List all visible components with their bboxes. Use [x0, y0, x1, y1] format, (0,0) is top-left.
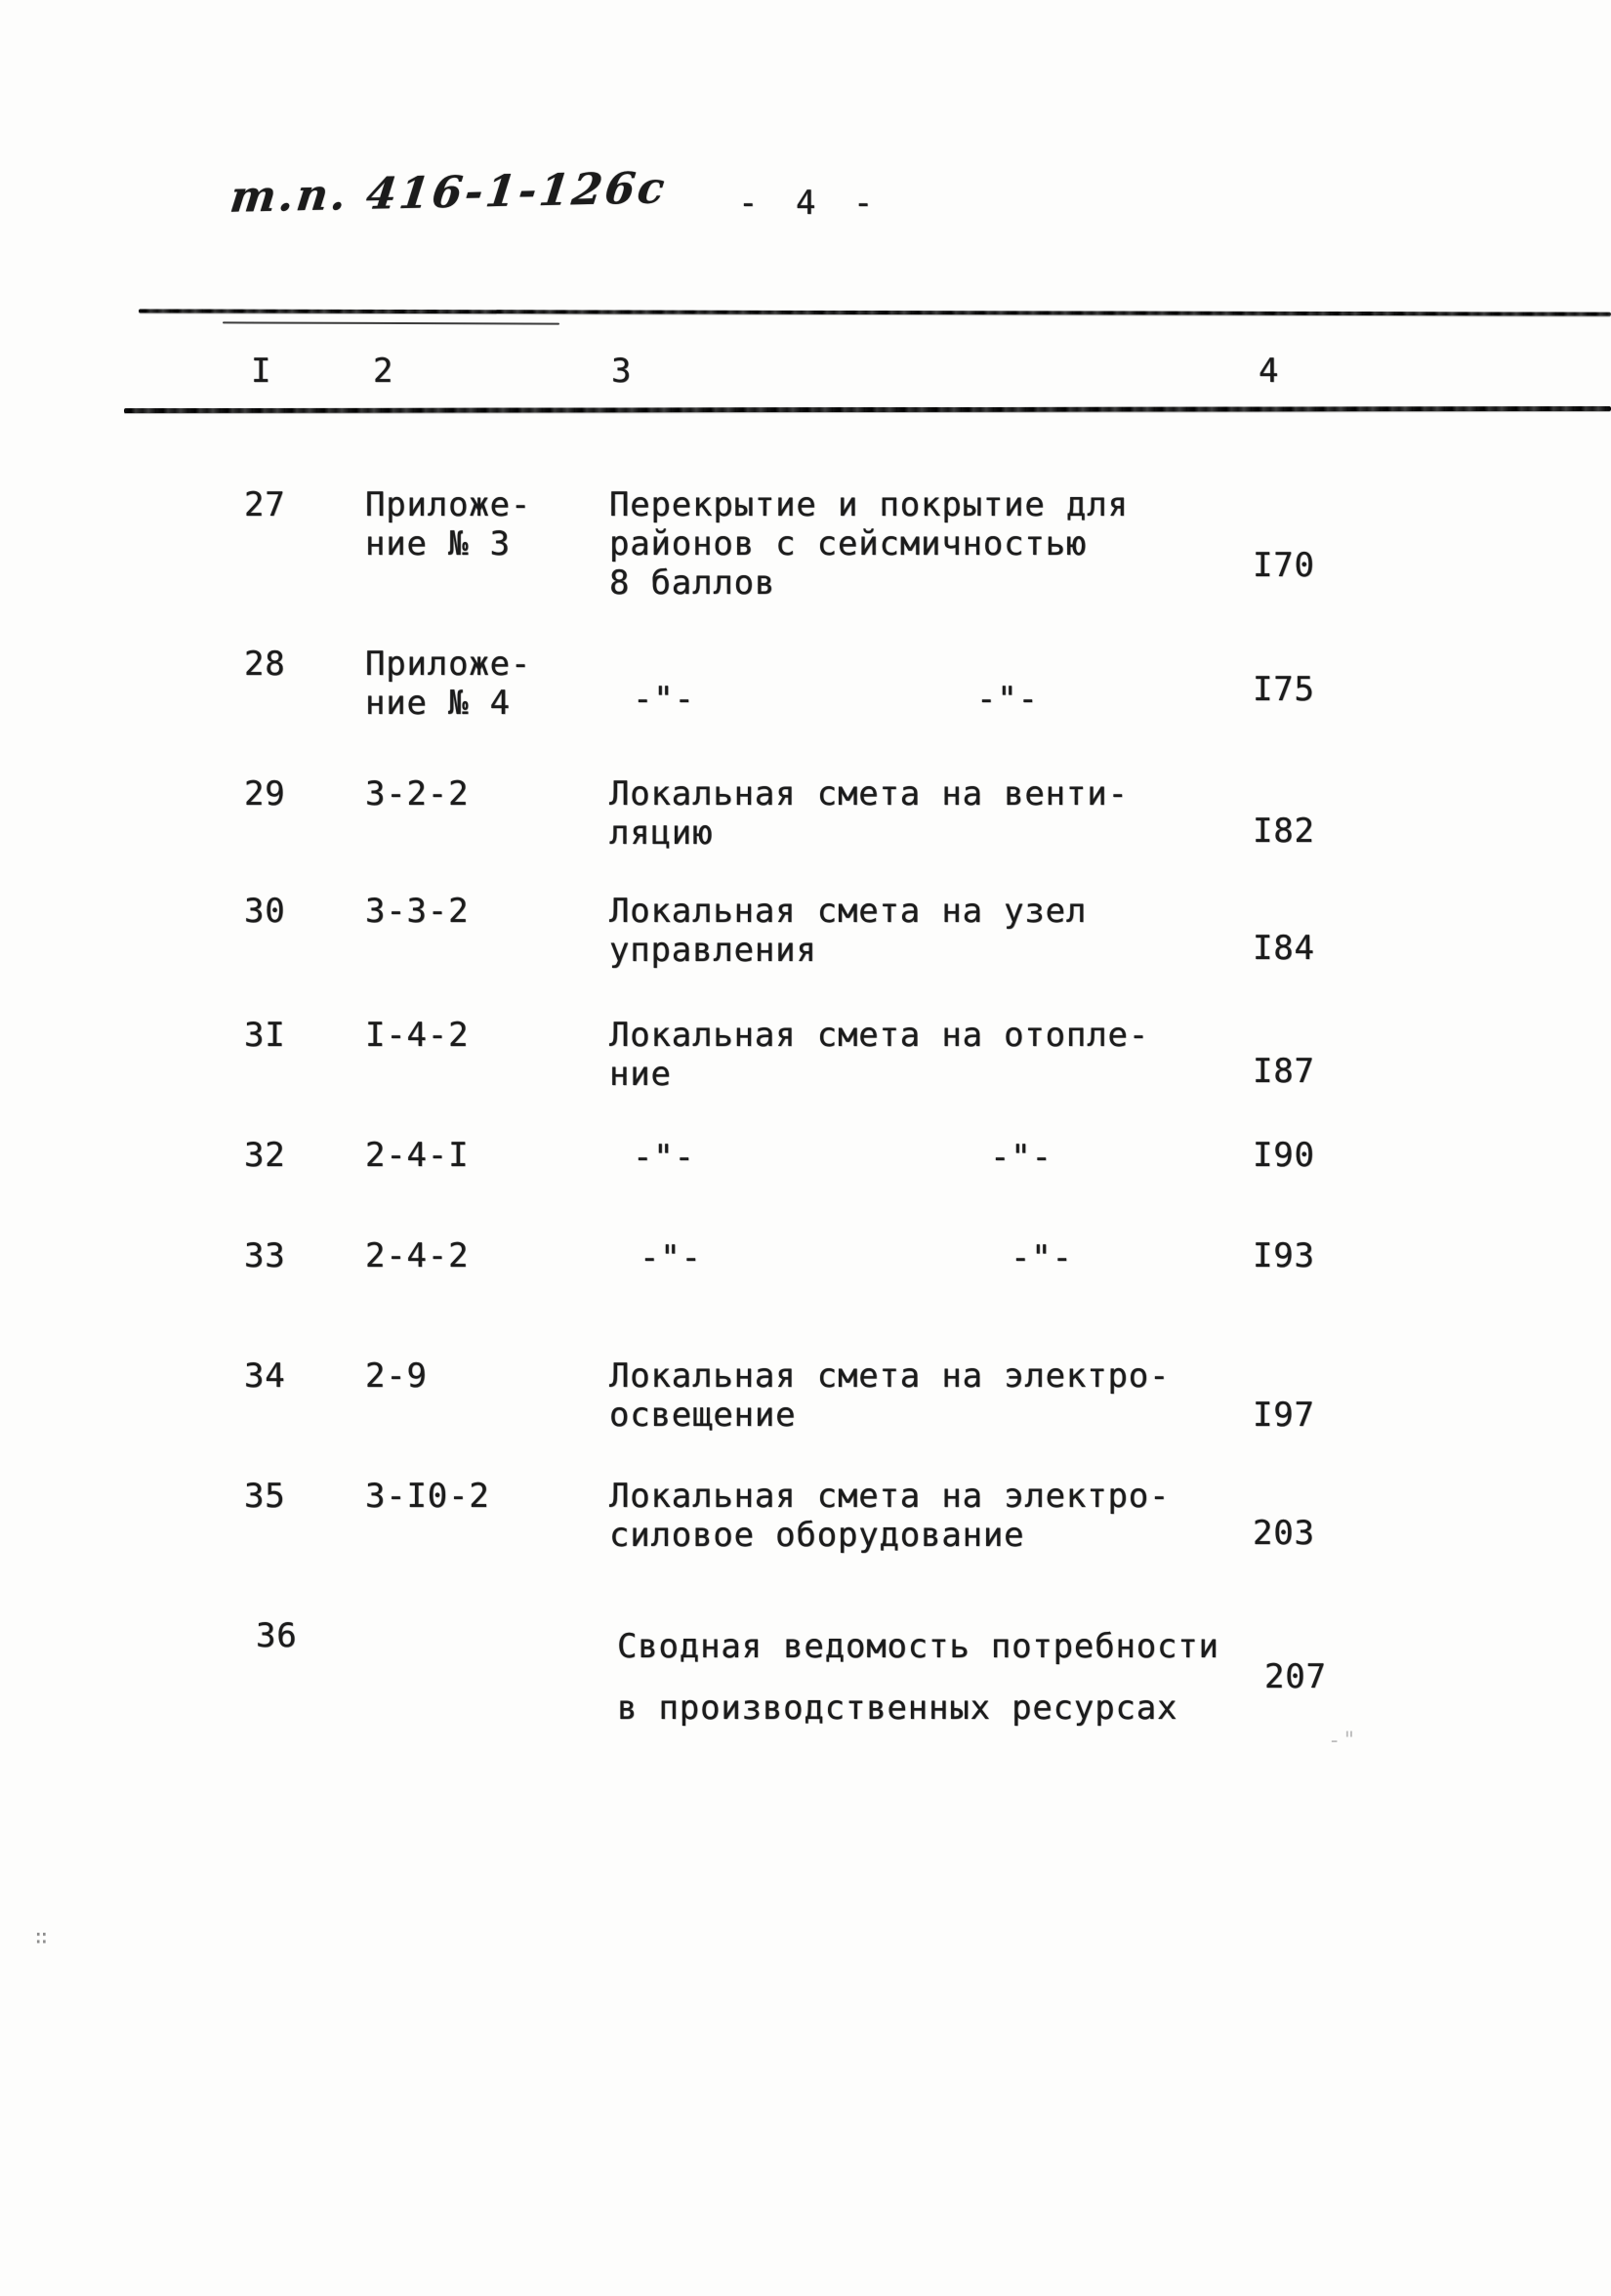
row-description-line: Локальная смета на венти- [609, 774, 1129, 814]
row-description-line: районов с сейсмичностью [609, 524, 1088, 564]
column-header-1: I [251, 352, 272, 391]
row-code: 3-2-2 [365, 774, 470, 814]
row-number: 35 [244, 1477, 286, 1516]
row-page-ref: I84 [1253, 929, 1315, 968]
row-number: 32 [244, 1136, 286, 1175]
row-number: 28 [244, 645, 286, 684]
ditto-mark: -"- [633, 1138, 695, 1177]
column-header-4: 4 [1259, 352, 1280, 391]
project-code-handwritten: т.п. 416-1-126с [227, 163, 671, 223]
row-code-line: ние № 4 [365, 684, 511, 723]
row-code: 3-3-2 [365, 892, 470, 931]
row-description [617, 1616, 1219, 1739]
row-number: 30 [244, 892, 286, 931]
table-top-rule-echo [223, 321, 559, 324]
row-number: 34 [244, 1357, 286, 1396]
row-description-line: ние [609, 1055, 672, 1094]
row-code-line: Приложе- [365, 645, 532, 684]
row-code [365, 485, 531, 564]
table-top-rule [139, 309, 1611, 315]
ditto-mark: -"- [990, 1138, 1053, 1177]
row-description-line: Локальная смета на узел [609, 892, 1088, 931]
row-description-line: Сводная ведомость потребности [617, 1627, 1219, 1666]
row-description [609, 774, 1129, 853]
column-header-3: 3 [611, 352, 633, 391]
row-number: 36 [256, 1616, 298, 1655]
row-code [365, 645, 531, 723]
row-page-ref: 207 [1264, 1657, 1327, 1696]
row-code: I-4-2 [365, 1016, 470, 1055]
row-description [609, 892, 1087, 970]
row-code: 2-9 [365, 1357, 428, 1396]
row-number: 33 [244, 1236, 286, 1275]
row-description-line: ляцию [609, 814, 714, 853]
row-code: 2-4-2 [365, 1236, 470, 1275]
row-description-line: в производственных ресурсах [617, 1689, 1178, 1728]
row-description [609, 485, 1129, 603]
row-page-ref: I90 [1253, 1136, 1315, 1175]
row-description [609, 1477, 1170, 1555]
row-description-line: Перекрытие и покрытие для [609, 485, 1129, 524]
row-description-line: 8 баллов [609, 564, 776, 603]
ditto-mark: -"- [633, 680, 695, 719]
row-page-ref: I87 [1253, 1052, 1315, 1091]
page-number: - 4 - [738, 184, 883, 223]
row-number: 27 [244, 485, 286, 524]
registration-dots-mark: ∷ [35, 1926, 50, 1949]
stray-ink-mark: -" [1328, 1729, 1358, 1753]
row-code-line: Приложе- [365, 485, 532, 524]
row-description [609, 1357, 1170, 1435]
row-page-ref: I97 [1253, 1396, 1315, 1435]
row-description-line: Локальная смета на отопле- [609, 1016, 1150, 1055]
row-number: 3I [244, 1016, 286, 1055]
row-page-ref: I70 [1253, 546, 1315, 585]
ditto-mark: -"- [640, 1238, 702, 1277]
ditto-mark: -"- [1011, 1238, 1073, 1277]
row-code-line: ние № 3 [365, 524, 511, 564]
row-description [609, 1016, 1149, 1094]
row-page-ref: I82 [1253, 812, 1315, 851]
table-header-rule [124, 406, 1611, 413]
row-page-ref: 203 [1253, 1514, 1315, 1553]
ditto-mark: -"- [976, 680, 1039, 719]
column-header-2: 2 [373, 352, 394, 391]
row-description-line: силовое оборудование [609, 1516, 1025, 1555]
row-page-ref: I75 [1253, 670, 1315, 709]
row-number: 29 [244, 774, 286, 814]
row-page-ref: I93 [1253, 1236, 1315, 1275]
row-description-line: управления [609, 931, 817, 970]
row-description-line: освещение [609, 1396, 797, 1435]
row-description-line: Локальная смета на электро- [609, 1477, 1171, 1516]
row-code: 2-4-I [365, 1136, 470, 1175]
row-description-line: Локальная смета на электро- [609, 1357, 1171, 1396]
row-code: 3-I0-2 [365, 1477, 490, 1516]
